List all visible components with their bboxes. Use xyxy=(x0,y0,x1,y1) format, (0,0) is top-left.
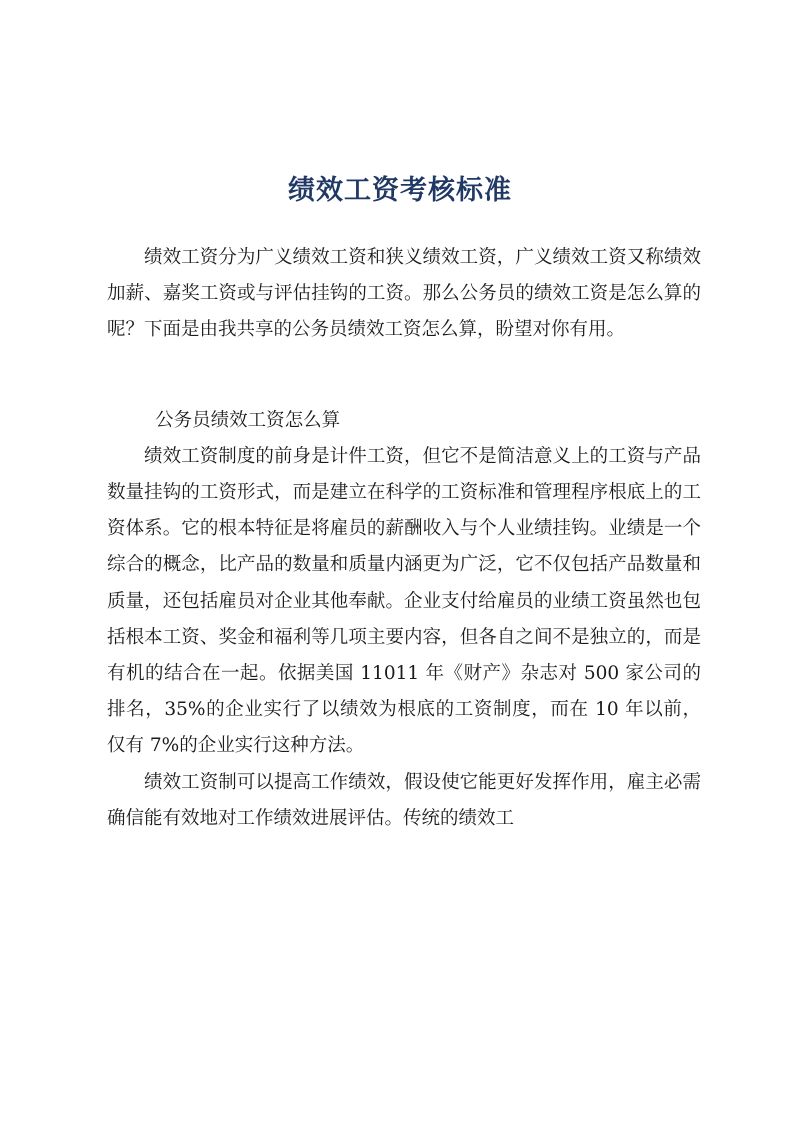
body-paragraph: 绩效工资制度的前身是计件工资，但它不是简洁意义上的工资与产品数量挂钩的工资形式，而是建立在科学的工资标准和管理程序根底上的工资体系。它的根本特征是将雇员的薪酬收入与个人业绩挂钩。业绩是一个综合的概念，比产品的数量和质量内涵更为广泛，它不仅包括产品数量和质量，还包括雇员对企业其他奉献。企业支付给雇员的业绩工资虽然也包括根本工资、奖金和福利等几项主要内容，但各自之间不是独立的，而是有机的结合在一起。依据美国 11011 年《财产》杂志对 500 家公司的排名，35%的企业实行了以绩效为根底的工资制度，而在 10 年以前，仅有 7%的企业实行这种方法。 xyxy=(107,445,701,757)
body-paragraph: 绩效工资制可以提高工作绩效，假设使它能更好发挥作用，雇主必需确信能有效地对工作绩效进展评估。传统的绩效工 xyxy=(107,771,701,829)
document-body xyxy=(107,240,701,837)
section-heading: 公务员绩效工资怎么算 xyxy=(155,409,341,431)
intro-paragraph: 绩效工资分为广义绩效工资和狭义绩效工资，广义绩效工资又称绩效加薪、嘉奖工资或与评估挂钩的工资。那么公务员的绩效工资是怎么算的呢？下面是由我共享的公务员绩效工资怎么算，盼望对你有用。 xyxy=(107,247,701,341)
document-title: 绩效工资考核标准 xyxy=(288,175,512,206)
